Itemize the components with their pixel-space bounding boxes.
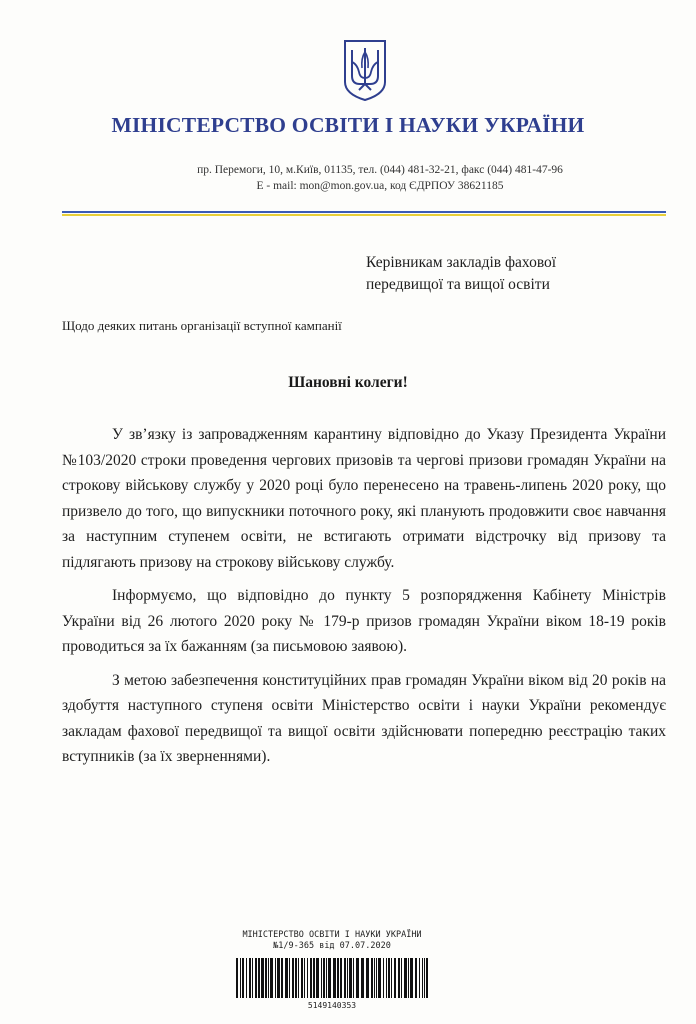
- barcode-bar: [366, 958, 369, 998]
- header-divider-yellow: [62, 214, 666, 216]
- barcode-bar: [261, 958, 264, 998]
- barcode-bar: [240, 958, 241, 998]
- contact-line: E - mail: mon@mon.gov.ua, код ЄДРПОУ 38621185: [256, 180, 504, 192]
- barcode-bar: [265, 958, 267, 998]
- barcode-bar: [398, 958, 400, 998]
- barcode-bar: [328, 958, 331, 998]
- barcode-bar: [246, 958, 247, 998]
- barcode-bar: [337, 958, 339, 998]
- barcode-bar: [277, 958, 280, 998]
- stamp-number: №1/9-365 від 07.07.2020: [273, 941, 391, 951]
- ministry-title: МІНІСТЕРСТВО ОСВІТИ І НАУКИ УКРАЇНИ: [111, 113, 585, 137]
- barcode-bar: [310, 958, 312, 998]
- barcode-bar: [356, 958, 359, 998]
- barcode-bar: [419, 958, 420, 998]
- body-paragraph: Інформуємо, що відповідно до пункту 5 розпорядження Кабінету Міністрів України від 26 лютого 2020 року № 179-р призов громадян України віком 18-19 років проводиться за їх бажанням (за письмовою заявою).: [62, 587, 666, 655]
- barcode-bar: [326, 958, 327, 998]
- barcode-bar: [242, 958, 244, 998]
- barcode-bar: [376, 958, 377, 998]
- barcode-bar: [333, 958, 336, 998]
- barcode-bar: [270, 958, 273, 998]
- letter-subject: Щодо деяких питань організації вступної кампанії: [62, 318, 342, 333]
- barcode-bar: [236, 958, 238, 998]
- barcode-bar: [410, 958, 413, 998]
- barcode-bar: [401, 958, 402, 998]
- recipient-block: [366, 252, 556, 296]
- stamp-ministry: МІНІСТЕРСТВО ОСВІТИ І НАУКИ УКРАЇНИ: [242, 930, 422, 940]
- registration-stamp: [232, 930, 432, 952]
- barcode-bar: [426, 958, 428, 998]
- barcode-bar: [391, 958, 392, 998]
- barcode-bar: [321, 958, 322, 998]
- barcode-bar: [289, 958, 290, 998]
- barcode-bar: [275, 958, 276, 998]
- barcode-bar: [281, 958, 283, 998]
- barcode-bar: [353, 958, 354, 998]
- address-line: пр. Перемоги, 10, м.Київ, 01135, тел. (044) 481-32-21, факс (044) 481-47-96: [197, 164, 563, 176]
- greeting: Шановні колеги!: [288, 374, 408, 391]
- barcode-bar: [249, 958, 251, 998]
- barcode-bar: [340, 958, 342, 998]
- barcode-bar: [371, 958, 373, 998]
- barcode-bar: [285, 958, 288, 998]
- letter-body: [62, 422, 666, 778]
- barcode-bar: [378, 958, 381, 998]
- barcode-bar: [347, 958, 348, 998]
- trident-emblem-icon: [342, 38, 388, 102]
- barcode-bar: [374, 958, 375, 998]
- recipient-line: Керівникам закладів фахової: [366, 254, 557, 271]
- barcode-bar: [424, 958, 425, 998]
- body-paragraph: З метою забезпечення конституційних прав громадян України віком від 20 років на здобуття наступного ступеня освіти Міністерство освіти і науки України рекомендує закладам фахової передвищої та вищої освіти здійснювати попередню реєстрацію таких вступників (за їх зверненнями).: [62, 671, 666, 765]
- barcode-bar: [383, 958, 384, 998]
- barcode-bar: [268, 958, 269, 998]
- barcode-bar: [349, 958, 352, 998]
- barcode-bar: [255, 958, 257, 998]
- barcode-bar: [404, 958, 407, 998]
- barcode-bar: [292, 958, 294, 998]
- barcode-bar: [386, 958, 387, 998]
- barcode-bar: [252, 958, 253, 998]
- barcode-number: 5149140353: [307, 1001, 357, 1010]
- barcode-bar: [301, 958, 303, 998]
- barcode-bar: [307, 958, 308, 998]
- barcode-image: [232, 958, 432, 998]
- barcode-bar: [415, 958, 417, 998]
- barcode-bar: [316, 958, 319, 998]
- barcode-bar: [295, 958, 297, 998]
- barcode-bar: [388, 958, 390, 998]
- barcode-bar: [394, 958, 396, 998]
- recipient-line: передвищої та вищої освіти: [366, 276, 550, 293]
- body-paragraph: У зв’язку із запровадженням карантину відповідно до Указу Президента України №103/2020 строки проведення чергових призовів та чергові призови громадян України на строкову військову службу у 2020 році було перенесено на травень-липень 2020 року, що призвело до того, що випускники поточного року, які планують продовжити своє навчання за наступним ступенем освіти, не встигають отримати відстрочку від призову та підлягають призову на строкову військову службу.: [62, 426, 666, 571]
- barcode-bar: [344, 958, 346, 998]
- barcode-bar: [422, 958, 423, 998]
- barcode-bar: [298, 958, 299, 998]
- header-divider-blue: [62, 211, 666, 213]
- barcode-bar: [361, 958, 364, 998]
- barcode-bar: [408, 958, 409, 998]
- barcode-bar: [323, 958, 325, 998]
- barcode-bar: [304, 958, 305, 998]
- barcode-bar: [313, 958, 315, 998]
- barcode-bar: [258, 958, 260, 998]
